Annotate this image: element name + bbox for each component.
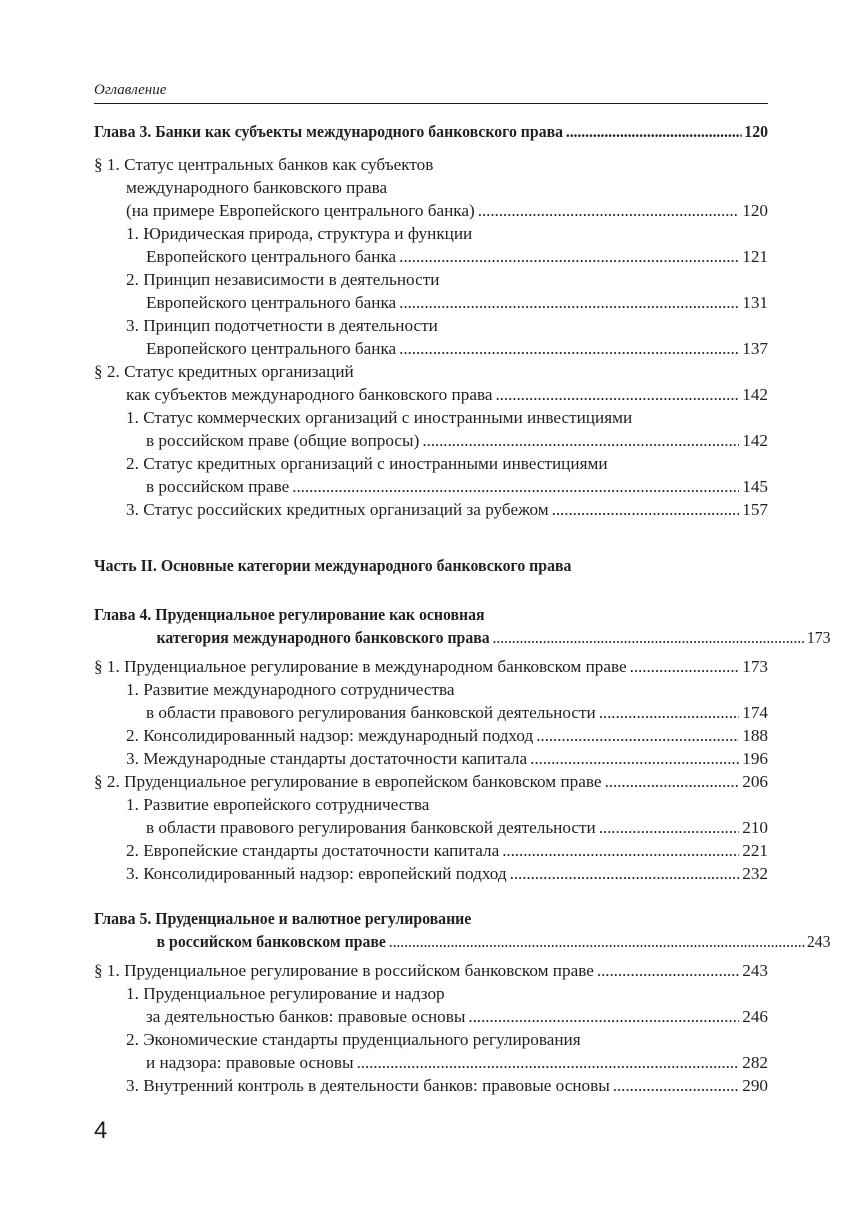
page-ref: 121 — [742, 247, 768, 266]
entry-title: § 1. Пруденциальное регулирование в российском банковском праве — [94, 961, 594, 980]
page-ref: 243 — [742, 961, 768, 980]
leader-dots — [599, 816, 740, 839]
page-ref: 232 — [742, 864, 768, 883]
entry-title: в российском праве — [146, 477, 290, 496]
entry-title: Европейского центрального банка — [146, 247, 397, 266]
leader-dots — [566, 120, 742, 143]
leader-dots — [399, 291, 739, 314]
toc-subsection[interactable] — [94, 406, 768, 452]
entry-title: 3. Международные стандарты достаточности капитала — [126, 749, 528, 768]
entry-title: категория международного банковского права — [156, 628, 490, 647]
entry-title: 2. Статус кредитных организаций с иностранными инвестициями — [126, 454, 608, 473]
entry-title: 1. Развитие европейского сотрудничества — [126, 795, 430, 814]
header-rule — [94, 103, 768, 104]
entry-title: 1. Статус коммерческих организаций с иностранными инвестициями — [126, 408, 633, 427]
entry-title: § 2. Пруденциальное регулирование в европейском банковском праве — [94, 772, 602, 791]
entry-title: в российском банковском праве — [156, 932, 386, 951]
entry-title: 2. Европейские стандарты достаточности капитала — [126, 841, 500, 860]
page-ref: 221 — [742, 841, 768, 860]
entry-title: § 1. Пруденциальное регулирование в международном банковском праве — [94, 657, 627, 676]
leader-dots — [492, 626, 804, 649]
toc-subsection[interactable] — [94, 1028, 768, 1074]
leader-dots — [468, 1005, 739, 1028]
leader-dots — [399, 245, 739, 268]
entry-title: 1. Юридическая природа, структура и функции — [126, 224, 473, 243]
entry-title: 3. Статус российских кредитных организаций за рубежом — [126, 500, 549, 519]
entry-title: 3. Принцип подотчетности в деятельности — [126, 316, 438, 335]
toc-subsection[interactable] — [94, 268, 768, 314]
running-head: Оглавление — [94, 82, 167, 98]
entry-title: за деятельностью банков: правовые основы — [146, 1007, 466, 1026]
page-ref: 243 — [806, 932, 831, 951]
toc-subsection[interactable] — [94, 452, 768, 498]
toc-subsection[interactable] — [94, 839, 768, 862]
toc-subsection[interactable] — [94, 678, 768, 724]
page-ref: 131 — [742, 293, 768, 312]
page-number: 4 — [94, 1117, 108, 1144]
leader-dots — [552, 498, 740, 521]
page-ref: 174 — [742, 703, 768, 722]
toc-chapter-4[interactable] — [94, 603, 831, 649]
leader-dots — [495, 383, 739, 406]
leader-dots — [357, 1051, 740, 1074]
toc-subsection[interactable] — [94, 747, 768, 770]
page-ref: 142 — [742, 431, 768, 450]
page-ref: 173 — [806, 628, 831, 647]
toc-section[interactable] — [94, 360, 768, 406]
leader-dots — [597, 959, 739, 982]
leader-dots — [422, 429, 739, 452]
page-ref: 120 — [744, 122, 769, 141]
entry-title: (на примере Европейского центрального банка) — [126, 201, 475, 220]
page-ref: 206 — [742, 772, 768, 791]
toc-chapter-3[interactable] — [94, 120, 768, 143]
toc-subsection[interactable] — [94, 982, 768, 1028]
toc-subsection[interactable] — [94, 724, 768, 747]
page-ref: 246 — [742, 1007, 768, 1026]
entry-title: в российском праве (общие вопросы) — [146, 431, 420, 450]
leader-dots — [292, 475, 739, 498]
page-ref: 188 — [742, 726, 768, 745]
entry-title: § 1. Статус центральных банков как субъектов — [94, 155, 434, 174]
leader-dots — [605, 770, 740, 793]
toc-subsection[interactable] — [94, 498, 768, 521]
leader-dots — [530, 747, 739, 770]
leader-dots — [510, 862, 740, 885]
toc-part-2[interactable] — [94, 554, 768, 577]
entry-title: 2. Принцип независимости в деятельности — [126, 270, 440, 289]
entry-title: 1. Пруденциальное регулирование и надзор — [126, 984, 445, 1003]
leader-dots — [389, 930, 804, 953]
entry-title: Европейского центрального банка — [146, 339, 397, 358]
toc-subsection[interactable] — [94, 314, 768, 360]
entry-title: Глава 5. Пруденциальное и валютное регулирование — [94, 909, 472, 928]
page-ref: 290 — [742, 1076, 768, 1095]
page-ref: 145 — [742, 477, 768, 496]
entry-title: как субъектов международного банковского права — [126, 385, 493, 404]
table-of-contents — [94, 120, 831, 1097]
entry-title: международного банковского права — [126, 178, 388, 197]
page-ref: 142 — [742, 385, 768, 404]
page-ref: 196 — [742, 749, 768, 768]
entry-title: 3. Консолидированный надзор: европейский подход — [126, 864, 507, 883]
entry-title: и надзора: правовые основы — [146, 1053, 354, 1072]
entry-title: в области правового регулирования банковской деятельности — [146, 818, 596, 837]
toc-section[interactable] — [94, 655, 768, 678]
entry-title: 2. Экономические стандарты пруденциального регулирования — [126, 1030, 581, 1049]
leader-dots — [478, 199, 739, 222]
toc-subsection[interactable] — [94, 1074, 768, 1097]
page-ref: 157 — [742, 500, 768, 519]
leader-dots — [613, 1074, 739, 1097]
toc-subsection[interactable] — [94, 793, 768, 839]
toc-section[interactable] — [94, 959, 768, 982]
toc-section[interactable] — [94, 153, 768, 222]
entry-title: Европейского центрального банка — [146, 293, 397, 312]
page-ref: 137 — [742, 339, 768, 358]
entry-title: § 2. Статус кредитных организаций — [94, 362, 354, 381]
entry-title: в области правового регулирования банковской деятельности — [146, 703, 596, 722]
entry-title: 2. Консолидированный надзор: международный подход — [126, 726, 534, 745]
entry-title: Часть II. Основные категории международного банковского права — [94, 556, 572, 575]
entry-title: Глава 3. Банки как субъекты международного банковского права — [94, 122, 564, 141]
leader-dots — [536, 724, 739, 747]
toc-subsection[interactable] — [94, 862, 768, 885]
leader-dots — [630, 655, 740, 678]
toc-section[interactable] — [94, 770, 768, 793]
page-ref: 120 — [742, 201, 768, 220]
page-ref: 173 — [742, 657, 768, 676]
leader-dots — [599, 701, 740, 724]
page-ref: 210 — [742, 818, 768, 837]
leader-dots — [399, 337, 739, 360]
toc-subsection[interactable] — [94, 222, 768, 268]
entry-title: 3. Внутренний контроль в деятельности банков: правовые основы — [126, 1076, 610, 1095]
entry-title: 1. Развитие международного сотрудничества — [126, 680, 455, 699]
leader-dots — [502, 839, 739, 862]
entry-title: Глава 4. Пруденциальное регулирование как основная — [94, 605, 485, 624]
page-ref: 282 — [742, 1053, 768, 1072]
toc-chapter-5[interactable] — [94, 907, 831, 953]
